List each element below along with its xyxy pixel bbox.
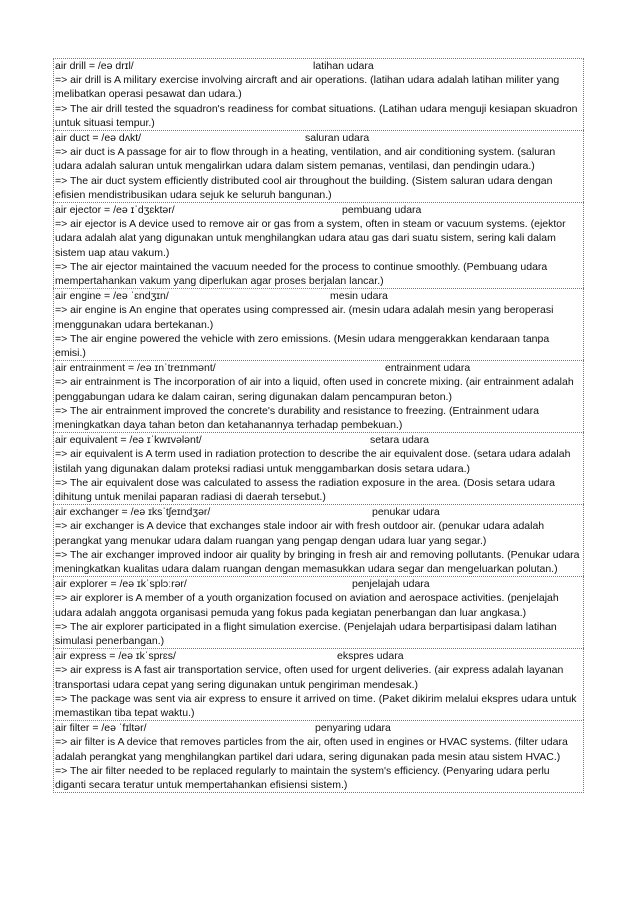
entry-heading <box>55 289 582 303</box>
entry-translation: ekspres udara <box>337 650 404 663</box>
entry-heading <box>55 131 582 145</box>
entry-translation: penyaring udara <box>315 722 391 735</box>
entry-example: => The air engine powered the vehicle with zero emissions. (Mesin udara menggerakkan kendaraan tanpa emisi.) <box>55 332 550 359</box>
entry-example: => The air ejector maintained the vacuum needed for the process to continue smoothly. (Pembuang udara mempertahankan vakum yang diperlukan agar proses berjalan lancar.) <box>55 260 548 287</box>
vocab-entry-air-entrainment <box>53 360 584 432</box>
vocab-entry-air-equivalent <box>53 432 584 504</box>
entry-definition: => air express is A fast air transportation service, often used for urgent deliveries. (air express adalah layanan transportasi udara cepat yang sering digunakan untuk pengiriman mendesak.) <box>55 664 564 691</box>
entry-definition: => air filter is A device that removes particles from the air, often used in engines or HVAC systems. (filter udara adalah perangkat yang menghilangkan partikel dari udara, sering digunakan pada mesin atau sistem HVAC.) <box>55 736 568 763</box>
entry-term: air entrainment = /eə ɪnˈtreɪnmənt/ <box>55 362 216 375</box>
entry-translation: latihan udara <box>313 60 374 72</box>
entry-heading <box>55 649 582 663</box>
entry-definition: => air ejector is A device used to remove air or gas from a system, often in steam or vacuum systems. (ejektor udara adalah alat yang digunakan untuk menghilangkan udara atau gas dari suatu sistem, sering kali dalam sistem uap atau vakum.) <box>55 218 566 259</box>
entry-term: air equivalent = /eə ɪˈkwɪvələnt/ <box>55 434 202 447</box>
vocab-entry-air-duct <box>53 130 584 202</box>
entry-heading <box>55 433 582 447</box>
entry-example: => The air explorer participated in a flight simulation exercise. (Penjelajah udara berpartisipasi dalam latihan simulasi penerbangan.) <box>55 620 557 647</box>
entry-definition: => air engine is An engine that operates using compressed air. (mesin udara adalah mesin yang beroperasi menggunakan udara bertekanan.) <box>55 304 554 331</box>
vocab-entry-air-ejector <box>53 202 584 288</box>
entry-term: air engine = /eə ˈɛndʒɪn/ <box>55 290 169 303</box>
vocab-entry-air-explorer <box>53 576 584 648</box>
entry-example: => The air filter needed to be replaced regularly to maintain the system's efficiency. (Penyaring udara perlu diganti secara teratur untuk mempertahankan efisiensi sistem.) <box>55 764 550 791</box>
entry-term: air drill = /eə drɪl/ <box>55 60 134 72</box>
vocab-entry-air-exchanger <box>53 504 584 576</box>
entry-example: => The air duct system efficiently distributed cool air throughout the building. (Sistem saluran udara dengan efisien mendistribusikan udara sejuk ke seluruh bangunan.) <box>55 174 553 201</box>
vocab-entry-air-drill <box>53 58 584 130</box>
entry-term: air explorer = /eə ɪkˈsplɔːrər/ <box>55 578 187 591</box>
entry-heading <box>55 361 582 375</box>
entry-heading <box>55 59 582 73</box>
entry-term: air ejector = /eə ɪˈdʒɛktər/ <box>55 204 175 216</box>
entry-heading <box>55 505 582 519</box>
entry-translation: pembuang udara <box>342 204 422 216</box>
entry-heading <box>55 721 582 735</box>
entry-definition: => air equivalent is A term used in radiation protection to describe the air equivalent dose. (setara udara adalah istilah yang digunakan dalam proteksi radiasi untuk menggambarkan dosis setara udara.) <box>55 448 571 475</box>
entry-term: air exchanger = /eə ɪksˈtʃeɪndʒər/ <box>55 506 211 519</box>
entry-definition: => air entrainment is The incorporation of air into a liquid, often used in concrete mixing. (air entrainment adalah penggabungan udara ke dalam cairan, sering digunakan dalam pencampuran beton.) <box>55 376 574 403</box>
entry-heading <box>55 577 582 591</box>
entry-example: => The air exchanger improved indoor air quality by bringing in fresh air and removing pollutants. (Penukar udara meningkatkan kualitas udara dalam ruangan dengan memasukkan udara segar dan mengeluarkan polutan.) <box>55 548 580 575</box>
entry-heading <box>55 203 582 217</box>
entry-translation: penjelajah udara <box>352 578 430 591</box>
entry-example: => The air entrainment improved the concrete's durability and resistance to freezing. (Entrainment udara meningkatkan daya tahan beton dan ketahanannya terhadap pembekuan.) <box>55 404 539 431</box>
entry-term: air express = /eə ɪkˈsprɛs/ <box>55 650 176 663</box>
entry-example: => The air equivalent dose was calculated to assess the radiation exposure in the area. (Dosis setara udara dihitung untuk menilai paparan radiasi di daerah tersebut.) <box>55 476 556 503</box>
vocab-entry-air-engine <box>53 288 584 360</box>
entry-term: air filter = /eə ˈfɪltər/ <box>55 722 147 735</box>
entry-translation: setara udara <box>370 434 429 447</box>
entry-translation: mesin udara <box>330 290 388 303</box>
entry-definition: => air drill is A military exercise involving aircraft and air operations. (latihan udara adalah latihan militer yang melibatkan operasi pesawat dan udara.) <box>55 74 560 101</box>
entry-definition: => air exchanger is A device that exchanges stale indoor air with fresh outdoor air. (penukar udara adalah perangkat yang menukar udara dalam ruangan yang pengap dengan udara luar yang segar.) <box>55 520 545 547</box>
entry-translation: saluran udara <box>305 132 370 144</box>
entry-definition: => air explorer is A member of a youth organization focused on aviation and aerospace activities. (penjelajah udara adalah anggota organisasi pemuda yang fokus pada kegiatan penerbangan dan luar angkasa.) <box>55 592 559 619</box>
vocab-entry-air-express <box>53 648 584 720</box>
entry-translation: penukar udara <box>372 506 440 519</box>
entry-example: => The air drill tested the squadron's readiness for combat situations. (Latihan udara menguji kesiapan skuadron untuk situasi tempur.) <box>55 102 578 129</box>
vocabulary-document <box>53 58 584 793</box>
entry-translation: entrainment udara <box>385 362 471 375</box>
entry-definition: => air duct is A passage for air to flow through in a heating, ventilation, and air conditioning system. (saluran udara adalah saluran untuk mengalirkan udara dalam sistem pemanas, ventilasi, dan pendingin udara.) <box>55 146 556 173</box>
entry-term: air duct = /eə dʌkt/ <box>55 132 142 144</box>
vocab-entry-air-filter <box>53 720 584 793</box>
entry-example: => The package was sent via air express to ensure it arrived on time. (Paket dikirim melalui ekspres udara untuk memastikan tiba tepat waktu.) <box>55 692 577 719</box>
